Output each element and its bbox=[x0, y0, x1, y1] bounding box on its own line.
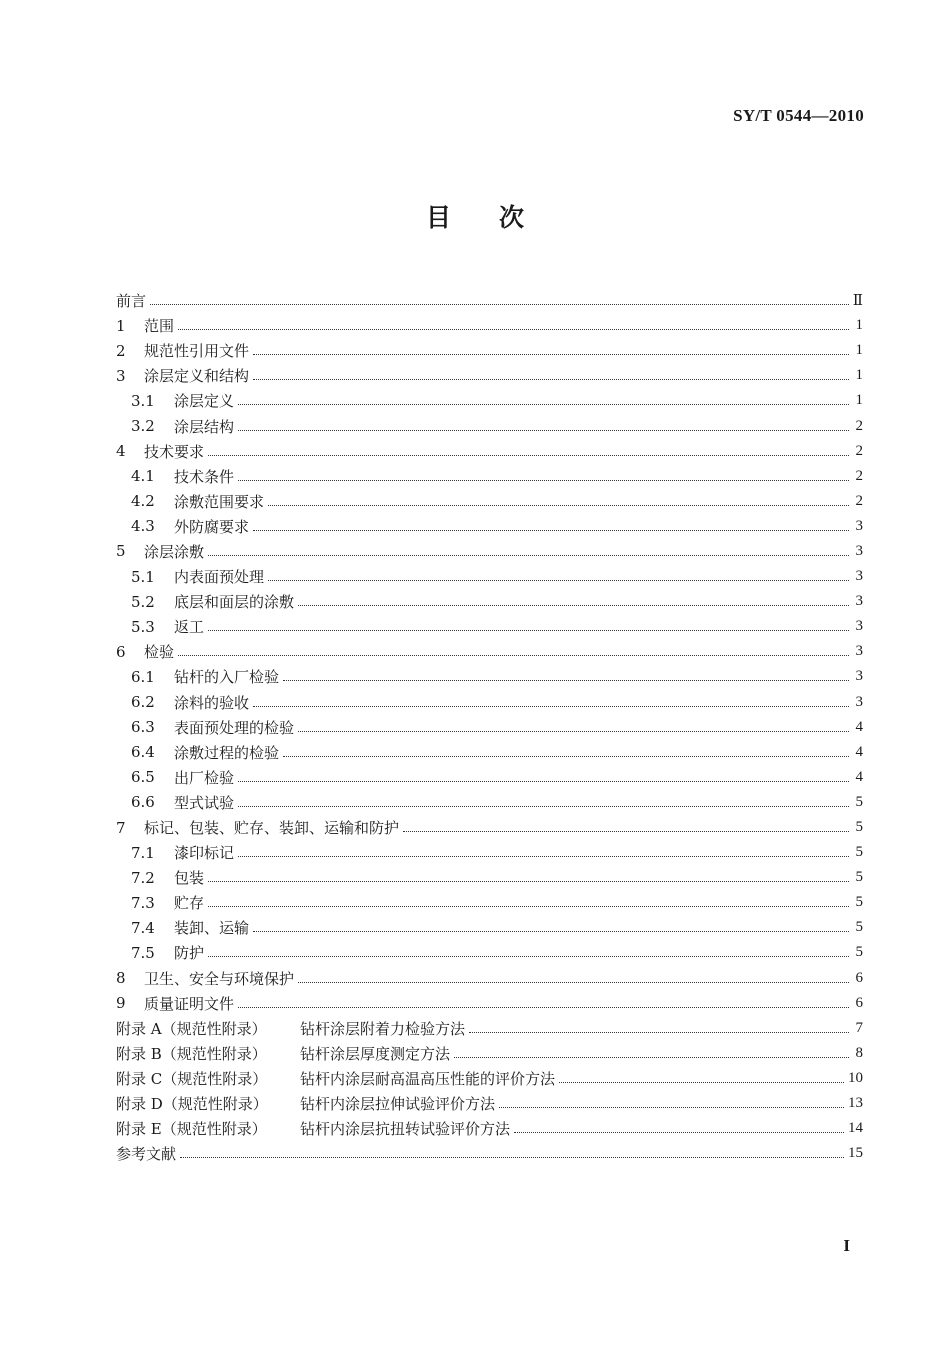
toc-entry-label: 涂敷范围要求 bbox=[174, 492, 265, 511]
toc-entry[interactable] bbox=[116, 413, 863, 438]
toc-entry-label: 漆印标记 bbox=[174, 844, 235, 863]
toc-leader-dots bbox=[178, 649, 849, 656]
toc-entry-label: 底层和面层的涂敷 bbox=[174, 593, 295, 612]
toc-entry-label: 钻杆内涂层耐高温高压性能的评价方法 bbox=[300, 1069, 556, 1088]
toc-entry-page: 5 bbox=[855, 894, 863, 911]
toc-entry-page: 15 bbox=[848, 1145, 863, 1162]
toc-entry[interactable] bbox=[116, 363, 863, 388]
toc-leader-dots bbox=[238, 850, 849, 857]
toc-leader-dots bbox=[514, 1126, 844, 1133]
toc-leader-dots bbox=[253, 348, 849, 355]
toc-entry-label: 涂敷过程的检验 bbox=[174, 743, 280, 762]
toc-entry-page: 5 bbox=[855, 944, 863, 961]
toc-entry-label: 贮存 bbox=[174, 894, 205, 913]
toc-entry[interactable] bbox=[116, 815, 863, 840]
toc-entry-page: 4 bbox=[855, 718, 863, 735]
toc-entry-label: 钻杆涂层厚度测定方法 bbox=[300, 1044, 451, 1063]
toc-entry[interactable] bbox=[116, 288, 863, 313]
toc-entry[interactable] bbox=[116, 1016, 863, 1041]
toc-entry-number: 7.5 bbox=[131, 943, 155, 962]
toc-entry[interactable] bbox=[116, 1066, 863, 1091]
toc-entry[interactable] bbox=[116, 915, 863, 940]
toc-entry-number: 7.2 bbox=[131, 868, 155, 887]
toc-entry[interactable] bbox=[116, 439, 863, 464]
toc-entry[interactable] bbox=[116, 514, 863, 539]
toc-leader-dots bbox=[283, 750, 849, 757]
toc-leader-dots bbox=[208, 449, 849, 456]
toc-entry-label: 检验 bbox=[144, 643, 175, 662]
toc-title-char-2: 次 bbox=[499, 203, 525, 232]
toc-entry[interactable] bbox=[116, 1041, 863, 1066]
table-of-contents bbox=[116, 288, 863, 1166]
toc-entry-number: 3 bbox=[116, 366, 126, 385]
toc-entry-page: Ⅱ bbox=[852, 293, 863, 310]
toc-leader-dots bbox=[454, 1051, 849, 1058]
toc-entry-label: 防护 bbox=[174, 944, 205, 963]
toc-leader-dots bbox=[253, 373, 849, 380]
toc-entry-page: 4 bbox=[855, 743, 863, 760]
toc-leader-dots bbox=[559, 1076, 844, 1083]
toc-entry-label: 技术要求 bbox=[144, 442, 205, 461]
toc-leader-dots bbox=[180, 1151, 844, 1158]
toc-leader-dots bbox=[403, 825, 849, 832]
toc-leader-dots bbox=[499, 1101, 844, 1108]
toc-entry[interactable] bbox=[116, 489, 863, 514]
toc-entry-label: 涂层结构 bbox=[174, 417, 235, 436]
toc-leader-dots bbox=[238, 398, 849, 405]
toc-entry[interactable] bbox=[116, 313, 863, 338]
toc-entry-page: 5 bbox=[855, 844, 863, 861]
toc-entry-label: 返工 bbox=[174, 618, 205, 637]
toc-leader-dots bbox=[238, 800, 849, 807]
toc-entry-label: 装卸、运输 bbox=[174, 919, 250, 938]
toc-entry-number: 6.4 bbox=[131, 743, 155, 762]
toc-entry[interactable] bbox=[116, 740, 863, 765]
toc-entry-number: 6.1 bbox=[131, 667, 155, 686]
toc-entry-page: 6 bbox=[855, 994, 863, 1011]
toc-entry-label: 涂料的验收 bbox=[174, 693, 250, 712]
toc-entry-label: 前言 bbox=[116, 292, 147, 311]
toc-entry-page: 13 bbox=[848, 1095, 863, 1112]
toc-entry-page: 5 bbox=[855, 819, 863, 836]
toc-entry-label: 钻杆内涂层抗扭转试验评价方法 bbox=[300, 1120, 511, 1139]
toc-entry-page: 2 bbox=[855, 417, 863, 434]
toc-entry-label: 涂层定义和结构 bbox=[144, 367, 250, 386]
toc-entry-label: 包装 bbox=[174, 869, 205, 888]
toc-entry-number: 6.2 bbox=[131, 693, 155, 712]
toc-entry-page: 3 bbox=[855, 593, 863, 610]
toc-entry-number: 附录 E（规范性附录） bbox=[116, 1120, 267, 1139]
toc-leader-dots bbox=[283, 674, 849, 681]
toc-entry-number: 9 bbox=[116, 994, 126, 1013]
toc-entry-label: 钻杆内涂层拉伸试验评价方法 bbox=[300, 1095, 496, 1114]
toc-entry-label: 出厂检验 bbox=[174, 768, 235, 787]
toc-leader-dots bbox=[238, 424, 849, 431]
toc-leader-dots bbox=[298, 976, 849, 983]
toc-entry-label: 卫生、安全与环境保护 bbox=[144, 969, 295, 988]
toc-leader-dots bbox=[238, 1001, 849, 1008]
toc-entry-page: 1 bbox=[855, 342, 863, 359]
toc-entry-number: 5.2 bbox=[131, 592, 155, 611]
toc-entry[interactable] bbox=[116, 589, 863, 614]
toc-entry-number: 附录 D（规范性附录） bbox=[116, 1095, 268, 1114]
toc-entry[interactable] bbox=[116, 614, 863, 639]
toc-leader-dots bbox=[178, 323, 849, 330]
toc-entry[interactable] bbox=[116, 890, 863, 915]
toc-entry-page: 4 bbox=[855, 768, 863, 785]
toc-leader-dots bbox=[238, 474, 849, 481]
toc-entry-number: 附录 B（规范性附录） bbox=[116, 1044, 267, 1063]
toc-entry-number: 5.3 bbox=[131, 617, 155, 636]
toc-leader-dots bbox=[268, 574, 849, 581]
toc-entry[interactable] bbox=[116, 991, 863, 1016]
toc-entry-page: 5 bbox=[855, 869, 863, 886]
toc-entry-label: 规范性引用文件 bbox=[144, 342, 250, 361]
toc-entry-page: 1 bbox=[855, 392, 863, 409]
toc-entry-number: 附录 A（规范性附录） bbox=[116, 1019, 267, 1038]
toc-entry-number: 7.4 bbox=[131, 918, 155, 937]
toc-entry-number: 3.1 bbox=[131, 391, 155, 410]
toc-entry-number: 6 bbox=[116, 642, 126, 661]
toc-entry[interactable] bbox=[116, 865, 863, 890]
toc-entry[interactable] bbox=[116, 790, 863, 815]
toc-entry-label: 钻杆的入厂检验 bbox=[174, 668, 280, 687]
toc-entry-page: 5 bbox=[855, 919, 863, 936]
toc-leader-dots bbox=[469, 1026, 849, 1033]
toc-leader-dots bbox=[150, 298, 849, 305]
toc-entry-number: 附录 C（规范性附录） bbox=[116, 1069, 268, 1088]
toc-entry-number: 7.1 bbox=[131, 843, 155, 862]
toc-entry-number: 5 bbox=[116, 542, 126, 561]
toc-entry-page: 2 bbox=[855, 467, 863, 484]
toc-entry-page: 3 bbox=[855, 668, 863, 685]
toc-entry[interactable] bbox=[116, 690, 863, 715]
toc-entry-number: 4.3 bbox=[131, 517, 155, 536]
toc-leader-dots bbox=[208, 549, 849, 556]
toc-entry[interactable] bbox=[116, 338, 863, 363]
toc-entry-label: 参考文献 bbox=[116, 1145, 177, 1164]
toc-entry-label: 型式试验 bbox=[174, 793, 235, 812]
toc-entry-label: 钻杆涂层附着力检验方法 bbox=[300, 1019, 466, 1038]
toc-entry-page: 3 bbox=[855, 542, 863, 559]
toc-entry-label: 质量证明文件 bbox=[144, 994, 235, 1013]
toc-entry-label: 涂层定义 bbox=[174, 392, 235, 411]
toc-leader-dots bbox=[208, 900, 849, 907]
toc-entry[interactable] bbox=[116, 664, 863, 689]
toc-entry[interactable] bbox=[116, 464, 863, 489]
toc-entry[interactable] bbox=[116, 539, 863, 564]
toc-leader-dots bbox=[253, 925, 849, 932]
toc-entry-label: 表面预处理的检验 bbox=[174, 718, 295, 737]
standard-number: SY/T 0544—2010 bbox=[733, 106, 864, 125]
toc-leader-dots bbox=[208, 624, 849, 631]
toc-leader-dots bbox=[208, 875, 849, 882]
toc-entry-label: 外防腐要求 bbox=[174, 517, 250, 536]
toc-entry-page: 1 bbox=[855, 367, 863, 384]
toc-entry[interactable] bbox=[116, 639, 863, 664]
toc-entry-page: 2 bbox=[855, 492, 863, 509]
toc-entry-number: 4.1 bbox=[131, 467, 155, 486]
toc-entry-page: 7 bbox=[855, 1019, 863, 1036]
toc-leader-dots bbox=[238, 775, 849, 782]
toc-leader-dots bbox=[298, 725, 849, 732]
toc-entry-page: 14 bbox=[848, 1120, 863, 1137]
toc-entry-number: 7 bbox=[116, 818, 126, 837]
toc-entry[interactable] bbox=[116, 1141, 863, 1166]
toc-entry-number: 2 bbox=[116, 341, 126, 360]
toc-entry-label: 范围 bbox=[144, 317, 175, 336]
toc-entry-page: 8 bbox=[855, 1044, 863, 1061]
toc-leader-dots bbox=[253, 524, 849, 531]
toc-leader-dots bbox=[253, 700, 849, 707]
toc-entry[interactable] bbox=[116, 388, 863, 413]
toc-title-char-1: 目 bbox=[425, 203, 451, 232]
toc-entry[interactable] bbox=[116, 564, 863, 589]
toc-entry-number: 4 bbox=[116, 442, 126, 461]
toc-entry-page: 3 bbox=[855, 568, 863, 585]
toc-entry-label: 涂层涂敷 bbox=[144, 542, 205, 561]
toc-entry-page: 2 bbox=[855, 442, 863, 459]
toc-leader-dots bbox=[268, 499, 849, 506]
toc-entry-label: 内表面预处理 bbox=[174, 568, 265, 587]
toc-entry-number: 1 bbox=[116, 316, 126, 335]
toc-entry-page: 6 bbox=[855, 969, 863, 986]
toc-entry-number: 5.1 bbox=[131, 567, 155, 586]
toc-entry-number: 7.3 bbox=[131, 893, 155, 912]
toc-leader-dots bbox=[208, 950, 849, 957]
toc-entry-number: 6.5 bbox=[131, 768, 155, 787]
toc-entry[interactable] bbox=[116, 840, 863, 865]
toc-entry[interactable] bbox=[116, 715, 863, 740]
toc-entry-page: 3 bbox=[855, 693, 863, 710]
toc-entry-page: 1 bbox=[855, 317, 863, 334]
toc-entry-page: 3 bbox=[855, 517, 863, 534]
page-number: I bbox=[843, 1236, 850, 1255]
toc-entry-page: 10 bbox=[848, 1069, 863, 1086]
toc-entry[interactable] bbox=[116, 966, 863, 991]
toc-entry-page: 5 bbox=[855, 793, 863, 810]
toc-entry-number: 6.6 bbox=[131, 793, 155, 812]
toc-entry[interactable] bbox=[116, 765, 863, 790]
toc-leader-dots bbox=[298, 599, 849, 606]
toc-entry-number: 8 bbox=[116, 969, 126, 988]
toc-title bbox=[0, 198, 950, 234]
toc-entry-page: 3 bbox=[855, 618, 863, 635]
toc-entry-number: 3.2 bbox=[131, 417, 155, 436]
toc-entry[interactable] bbox=[116, 1116, 863, 1141]
toc-entry-page: 3 bbox=[855, 643, 863, 660]
toc-entry-number: 4.2 bbox=[131, 492, 155, 511]
toc-entry-label: 标记、包装、贮存、装卸、运输和防护 bbox=[144, 819, 400, 838]
toc-entry[interactable] bbox=[116, 1091, 863, 1116]
toc-entry-label: 技术条件 bbox=[174, 467, 235, 486]
toc-entry-number: 6.3 bbox=[131, 718, 155, 737]
toc-entry[interactable] bbox=[116, 940, 863, 965]
